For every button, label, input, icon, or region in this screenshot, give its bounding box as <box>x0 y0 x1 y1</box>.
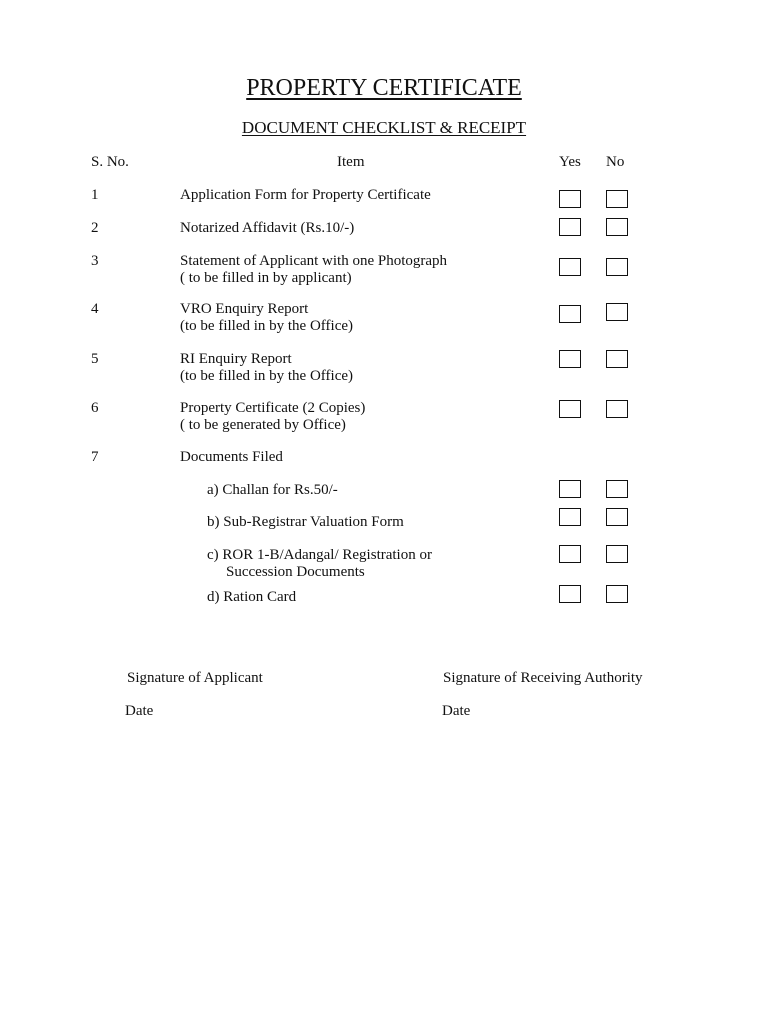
no-checkbox[interactable] <box>606 545 628 563</box>
checklist-row-5 <box>0 351 768 391</box>
sub-item-label: c) ROR 1-B/Adangal/ Registration or <box>207 547 432 563</box>
yes-checkbox[interactable] <box>559 190 581 208</box>
no-checkbox[interactable] <box>606 350 628 368</box>
checklist-row-6 <box>0 400 768 440</box>
no-checkbox[interactable] <box>606 480 628 498</box>
checklist-row-3 <box>0 253 768 293</box>
yes-checkbox[interactable] <box>559 350 581 368</box>
no-checkbox[interactable] <box>606 190 628 208</box>
row-item: Documents Filed <box>180 449 283 465</box>
no-checkbox[interactable] <box>606 400 628 418</box>
yes-checkbox[interactable] <box>559 400 581 418</box>
row-item: VRO Enquiry Report <box>180 301 309 317</box>
row-sno: 1 <box>91 187 99 203</box>
row-item: Notarized Affidavit (Rs.10/-) <box>180 220 355 236</box>
row-item: Statement of Applicant with one Photograph <box>180 253 448 269</box>
yes-checkbox[interactable] <box>559 480 581 498</box>
signature-applicant-label: Signature of Applicant <box>127 670 263 686</box>
yes-checkbox[interactable] <box>559 545 581 563</box>
date-applicant-label: Date <box>125 703 154 719</box>
row-item: Property Certificate (2 Copies) <box>180 400 366 416</box>
row-item: Application Form for Property Certificate <box>180 187 431 203</box>
row-item: RI Enquiry Report <box>180 351 292 367</box>
row-sno: 6 <box>91 400 99 416</box>
row-sno: 7 <box>91 449 99 465</box>
row-item-note: (to be filled in by the Office) <box>180 318 353 334</box>
row-sno: 4 <box>91 301 99 317</box>
row-sno: 3 <box>91 253 99 269</box>
page-title: PROPERTY CERTIFICATE <box>246 75 522 101</box>
signature-authority-label: Signature of Receiving Authority <box>443 670 643 686</box>
documents-filed-item-b <box>0 514 768 550</box>
sub-item-label: a) Challan for Rs.50/- <box>207 482 338 498</box>
documents-filed-item-c <box>0 547 768 583</box>
page-subtitle: DOCUMENT CHECKLIST & RECEIPT <box>241 118 527 137</box>
row-item-note: ( to be filled in by applicant) <box>180 270 352 286</box>
yes-checkbox[interactable] <box>559 305 581 323</box>
row-item-note: ( to be generated by Office) <box>180 417 346 433</box>
documents-filed-item-a <box>0 482 768 518</box>
row-item-note: (to be filled in by the Office) <box>180 368 353 384</box>
header-no: No <box>606 154 625 170</box>
header-sno: S. No. <box>91 154 129 170</box>
sub-item-label: b) Sub-Registrar Valuation Form <box>207 514 404 530</box>
yes-checkbox[interactable] <box>559 585 581 603</box>
yes-checkbox[interactable] <box>559 258 581 276</box>
no-checkbox[interactable] <box>606 508 628 526</box>
checklist-row-4 <box>0 301 768 341</box>
header-item: Item <box>337 154 365 170</box>
no-checkbox[interactable] <box>606 585 628 603</box>
no-checkbox[interactable] <box>606 258 628 276</box>
no-checkbox[interactable] <box>606 218 628 236</box>
date-authority-label: Date <box>442 703 471 719</box>
header-yes: Yes <box>559 154 581 170</box>
no-checkbox[interactable] <box>606 303 628 321</box>
yes-checkbox[interactable] <box>559 218 581 236</box>
sub-item-note: Succession Documents <box>226 564 365 580</box>
row-sno: 2 <box>91 220 99 236</box>
sub-item-label: d) Ration Card <box>207 589 297 605</box>
documents-filed-item-d <box>0 589 768 625</box>
yes-checkbox[interactable] <box>559 508 581 526</box>
row-sno: 5 <box>91 351 99 367</box>
